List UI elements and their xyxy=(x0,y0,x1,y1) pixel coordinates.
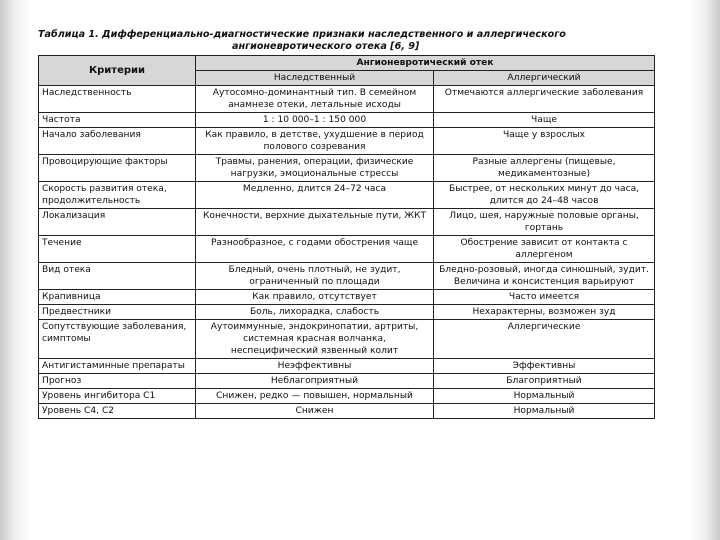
cell-criterion: Предвестники xyxy=(39,305,196,320)
cell-criterion: Провоцирующие факторы xyxy=(39,155,196,182)
table-row xyxy=(39,113,655,128)
header-criteria: Критерии xyxy=(39,56,196,86)
table-row xyxy=(39,359,655,374)
cell-allergic: Эффективны xyxy=(434,359,655,374)
table-row xyxy=(39,290,655,305)
cell-hereditary: Неблагоприятный xyxy=(196,374,434,389)
cell-criterion: Течение xyxy=(39,236,196,263)
table-row xyxy=(39,209,655,236)
cell-allergic: Обострение зависит от контакта с аллергеном xyxy=(434,236,655,263)
cell-allergic: Чаще xyxy=(434,113,655,128)
table-row xyxy=(39,236,655,263)
cell-criterion: Уровень С4, С2 xyxy=(39,404,196,419)
table-row xyxy=(39,128,655,155)
cell-criterion: Прогноз xyxy=(39,374,196,389)
cell-allergic: Лицо, шея, наружные половые органы, гортань xyxy=(434,209,655,236)
cell-criterion: Антигистаминные препараты xyxy=(39,359,196,374)
table-row xyxy=(39,155,655,182)
cell-allergic: Нормальный xyxy=(434,404,655,419)
cell-hereditary: 1 : 10 000–1 : 150 000 xyxy=(196,113,434,128)
cell-hereditary: Снижен xyxy=(196,404,434,419)
table-row xyxy=(39,263,655,290)
cell-hereditary: Конечности, верхние дыхательные пути, ЖКТ xyxy=(196,209,434,236)
table-row xyxy=(39,182,655,209)
cell-hereditary: Как правило, отсутствует xyxy=(196,290,434,305)
table-row xyxy=(39,404,655,419)
cell-allergic: Нормальный xyxy=(434,389,655,404)
table-body xyxy=(39,86,655,419)
cell-criterion: Крапивница xyxy=(39,290,196,305)
table-caption xyxy=(38,29,638,53)
table-row xyxy=(39,320,655,359)
cell-hereditary: Медленно, длится 24–72 часа xyxy=(196,182,434,209)
cell-criterion: Уровень ингибитора С1 xyxy=(39,389,196,404)
diagnostic-table xyxy=(38,55,655,419)
cell-allergic: Чаще у взрослых xyxy=(434,128,655,155)
cell-hereditary: Аутоиммунные, эндокринопатии, артриты, системная красная волчанка, неспецифический язвенный колит xyxy=(196,320,434,359)
cell-allergic: Благоприятный xyxy=(434,374,655,389)
cell-criterion: Наследственность xyxy=(39,86,196,113)
cell-criterion: Сопутствующие заболевания, симптомы xyxy=(39,320,196,359)
cell-hereditary: Как правило, в детстве, ухудшение в период полового созревания xyxy=(196,128,434,155)
cell-hereditary: Бледный, очень плотный, не зудит, ограниченный по площади xyxy=(196,263,434,290)
header-allergic: Аллергический xyxy=(434,71,655,86)
header-hereditary: Наследственный xyxy=(196,71,434,86)
cell-allergic: Отмечаются аллергические заболевания xyxy=(434,86,655,113)
cell-criterion: Локализация xyxy=(39,209,196,236)
table-row xyxy=(39,86,655,113)
cell-allergic: Аллергические xyxy=(434,320,655,359)
table-caption-line1: Таблица 1. Дифференциально-диагностические признаки наследственного и аллергического xyxy=(38,29,566,40)
cell-allergic: Часто имеется xyxy=(434,290,655,305)
cell-hereditary: Травмы, ранения, операции, физические нагрузки, эмоциональные стрессы xyxy=(196,155,434,182)
cell-hereditary: Боль, лихорадка, слабость xyxy=(196,305,434,320)
cell-hereditary: Разнообразное, с годами обострения чаще xyxy=(196,236,434,263)
table-caption-line2: ангионевротического отека [6, 9] xyxy=(232,41,420,52)
cell-allergic: Нехарактерны, возможен зуд xyxy=(434,305,655,320)
cell-criterion: Частота xyxy=(39,113,196,128)
cell-allergic: Бледно-розовый, иногда синюшный, зудит. Величина и консистенция варьируют xyxy=(434,263,655,290)
header-angioedema-group: Ангионевротический отек xyxy=(196,56,655,71)
table-row xyxy=(39,389,655,404)
cell-hereditary: Снижен, редко — повышен, нормальный xyxy=(196,389,434,404)
cell-hereditary: Неэффективны xyxy=(196,359,434,374)
cell-hereditary: Аутосомно-доминантный тип. В семейном анамнезе отеки, летальные исходы xyxy=(196,86,434,113)
cell-allergic: Быстрее, от нескольких минут до часа, длится до 24–48 часов xyxy=(434,182,655,209)
cell-criterion: Вид отека xyxy=(39,263,196,290)
table-row xyxy=(39,374,655,389)
cell-allergic: Разные аллергены (пищевые, медикаментозные) xyxy=(434,155,655,182)
cell-criterion: Скорость развития отека, продолжительность xyxy=(39,182,196,209)
cell-criterion: Начало заболевания xyxy=(39,128,196,155)
table-row xyxy=(39,305,655,320)
